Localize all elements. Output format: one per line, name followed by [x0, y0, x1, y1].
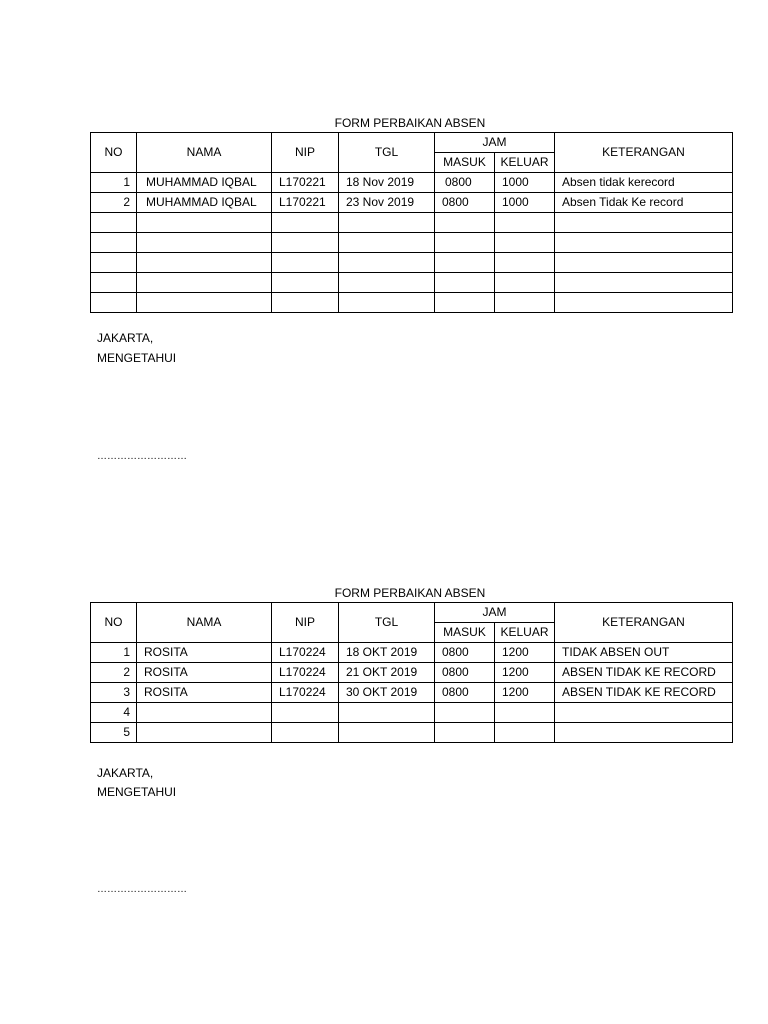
header-jam: JAM: [435, 603, 555, 623]
cell-no: 1: [91, 643, 137, 663]
cell-nip: [272, 273, 339, 293]
cell-nip: [272, 213, 339, 233]
cell-no: [91, 273, 137, 293]
acknowledged-label: MENGETAHUI: [97, 351, 177, 365]
cell-nama: MUHAMMAD IQBAL: [137, 193, 272, 213]
table-row: [91, 663, 733, 683]
table-row: [91, 643, 733, 663]
cell-masuk: 0800: [435, 663, 495, 683]
cell-tgl: 18 Nov 2019: [339, 173, 435, 193]
table-row: [91, 193, 733, 213]
cell-no: 2: [91, 663, 137, 683]
cell-no: [91, 253, 137, 273]
cell-keterangan: [555, 233, 733, 253]
cell-tgl: 21 OKT 2019: [339, 663, 435, 683]
cell-keluar: [495, 213, 555, 233]
cell-masuk: [435, 233, 495, 253]
cell-nip: [272, 233, 339, 253]
cell-masuk: 0800: [435, 643, 495, 663]
absen-table: [90, 602, 733, 743]
table-row: [91, 253, 733, 273]
cell-keluar: [495, 233, 555, 253]
cell-masuk: 0800: [435, 193, 495, 213]
cell-nama: [137, 253, 272, 273]
cell-nama: [137, 723, 272, 743]
cell-no: 2: [91, 193, 137, 213]
cell-keterangan: Absen tidak kerecord: [555, 173, 733, 193]
header-keterangan: KETERANGAN: [555, 603, 733, 643]
cell-tgl: 30 OKT 2019: [339, 683, 435, 703]
header-nip: NIP: [272, 133, 339, 173]
cell-no: [91, 293, 137, 313]
cell-keluar: [495, 253, 555, 273]
cell-nip: L170224: [272, 643, 339, 663]
cell-tgl: 23 Nov 2019: [339, 193, 435, 213]
cell-no: [91, 213, 137, 233]
cell-keterangan: TIDAK ABSEN OUT: [555, 643, 733, 663]
header-tgl: TGL: [339, 133, 435, 173]
cell-masuk: [435, 703, 495, 723]
cell-nama: ROSITA: [137, 683, 272, 703]
header-keluar: KELUAR: [495, 153, 555, 173]
signature-line: ………………………: [97, 884, 187, 895]
place-label: JAKARTA,: [97, 766, 154, 780]
cell-keluar: 1200: [495, 663, 555, 683]
header-nip: NIP: [272, 603, 339, 643]
cell-masuk: [435, 253, 495, 273]
cell-no: 5: [91, 723, 137, 743]
cell-keterangan: [555, 253, 733, 273]
cell-keterangan: [555, 703, 733, 723]
cell-nama: [137, 233, 272, 253]
cell-nama: MUHAMMAD IQBAL: [137, 173, 272, 193]
cell-masuk: [435, 293, 495, 313]
cell-nip: L170221: [272, 193, 339, 213]
cell-masuk: [435, 723, 495, 743]
cell-keterangan: [555, 273, 733, 293]
header-nama: NAMA: [137, 603, 272, 643]
place-label: JAKARTA,: [97, 331, 154, 345]
header-nama: NAMA: [137, 133, 272, 173]
cell-masuk: 0800: [435, 683, 495, 703]
table-row: [91, 233, 733, 253]
table-row: [91, 723, 733, 743]
cell-keluar: [495, 273, 555, 293]
header-no: NO: [91, 133, 137, 173]
table-row: [91, 293, 733, 313]
cell-keterangan: Absen Tidak Ke record: [555, 193, 733, 213]
cell-nip: L170224: [272, 683, 339, 703]
cell-tgl: 18 OKT 2019: [339, 643, 435, 663]
cell-keterangan: ABSEN TIDAK KE RECORD: [555, 683, 733, 703]
cell-tgl: [339, 723, 435, 743]
cell-keluar: 1200: [495, 643, 555, 663]
cell-nama: [137, 703, 272, 723]
cell-nip: L170221: [272, 173, 339, 193]
cell-keluar: [495, 703, 555, 723]
cell-no: 3: [91, 683, 137, 703]
cell-keluar: 1200: [495, 683, 555, 703]
cell-tgl: [339, 233, 435, 253]
form-title: FORM PERBAIKAN ABSEN: [334, 586, 486, 600]
cell-tgl: [339, 703, 435, 723]
cell-nama: ROSITA: [137, 643, 272, 663]
cell-tgl: [339, 293, 435, 313]
cell-keluar: [495, 293, 555, 313]
cell-keluar: 1000: [495, 193, 555, 213]
header-masuk: MASUK: [435, 153, 495, 173]
header-no: NO: [91, 603, 137, 643]
cell-no: 1: [91, 173, 137, 193]
cell-nama: ROSITA: [137, 663, 272, 683]
header-tgl: TGL: [339, 603, 435, 643]
cell-nip: L170224: [272, 663, 339, 683]
cell-nip: [272, 703, 339, 723]
cell-keterangan: [555, 723, 733, 743]
table-row: [91, 273, 733, 293]
table-row: [91, 173, 733, 193]
cell-nip: [272, 293, 339, 313]
form-title: FORM PERBAIKAN ABSEN: [334, 116, 486, 130]
header-keluar: KELUAR: [495, 623, 555, 643]
cell-keterangan: [555, 293, 733, 313]
cell-keterangan: [555, 213, 733, 233]
cell-no: 4: [91, 703, 137, 723]
cell-nip: [272, 253, 339, 273]
header-keterangan: KETERANGAN: [555, 133, 733, 173]
cell-tgl: [339, 253, 435, 273]
cell-nama: [137, 213, 272, 233]
cell-keluar: [495, 723, 555, 743]
cell-tgl: [339, 213, 435, 233]
cell-keterangan: ABSEN TIDAK KE RECORD: [555, 663, 733, 683]
cell-masuk: 0800: [435, 173, 495, 193]
header-jam: JAM: [435, 133, 555, 153]
absen-table: [90, 132, 733, 313]
cell-nama: [137, 293, 272, 313]
cell-tgl: [339, 273, 435, 293]
table-row: [91, 213, 733, 233]
table-row: [91, 703, 733, 723]
cell-keluar: 1000: [495, 173, 555, 193]
cell-nip: [272, 723, 339, 743]
cell-masuk: [435, 273, 495, 293]
cell-masuk: [435, 213, 495, 233]
cell-nama: [137, 273, 272, 293]
table-row: [91, 683, 733, 703]
signature-line: ………………………: [97, 451, 187, 462]
cell-no: [91, 233, 137, 253]
acknowledged-label: MENGETAHUI: [97, 785, 177, 799]
header-masuk: MASUK: [435, 623, 495, 643]
